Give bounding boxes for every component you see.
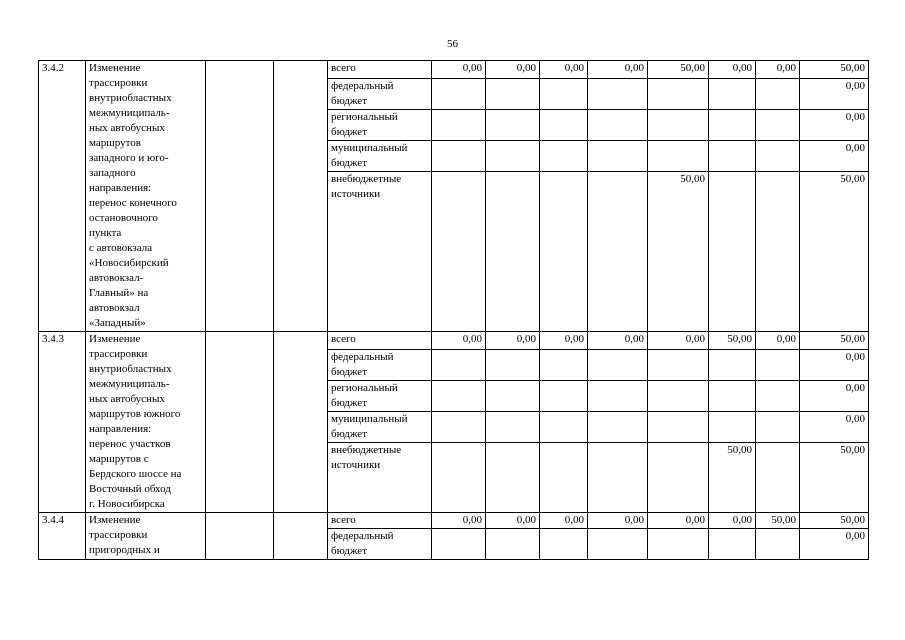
year-value xyxy=(486,141,540,172)
year-value xyxy=(709,141,756,172)
year-value xyxy=(709,381,756,412)
year-value: 0,00 xyxy=(486,332,540,350)
year-value xyxy=(486,172,540,332)
year-value xyxy=(648,79,709,110)
year-value xyxy=(432,412,486,443)
year-value: 50,00 xyxy=(709,443,756,513)
year-value xyxy=(540,141,588,172)
year-value xyxy=(432,110,486,141)
year-value xyxy=(588,110,648,141)
year-value xyxy=(709,79,756,110)
year-value xyxy=(432,381,486,412)
year-value xyxy=(648,350,709,381)
funding-source-label: региональный бюджет xyxy=(328,381,432,412)
year-value xyxy=(756,110,800,141)
total-value: 50,00 xyxy=(800,513,869,529)
year-value: 50,00 xyxy=(648,172,709,332)
total-value: 0,00 xyxy=(800,381,869,412)
year-value xyxy=(432,443,486,513)
year-value xyxy=(709,350,756,381)
total-value: 0,00 xyxy=(800,350,869,381)
year-value xyxy=(432,141,486,172)
year-value xyxy=(540,110,588,141)
year-value: 0,00 xyxy=(486,61,540,79)
item-col3 xyxy=(206,513,274,560)
year-value: 50,00 xyxy=(648,61,709,79)
year-value xyxy=(756,172,800,332)
item-description: Изменение трассировки пригородных и xyxy=(86,513,206,560)
year-value xyxy=(756,350,800,381)
year-value xyxy=(588,381,648,412)
year-value xyxy=(709,412,756,443)
year-value xyxy=(486,350,540,381)
year-value xyxy=(648,110,709,141)
year-value xyxy=(432,172,486,332)
year-value xyxy=(588,412,648,443)
year-value xyxy=(756,79,800,110)
year-value: 0,00 xyxy=(486,513,540,529)
item-code: 3.4.4 xyxy=(39,513,86,560)
year-value xyxy=(540,529,588,560)
year-value: 0,00 xyxy=(432,332,486,350)
year-value xyxy=(648,529,709,560)
item-code: 3.4.2 xyxy=(39,61,86,332)
year-value: 0,00 xyxy=(756,332,800,350)
table-row xyxy=(39,513,869,529)
total-value: 50,00 xyxy=(800,172,869,332)
year-value xyxy=(486,79,540,110)
budget-table xyxy=(38,60,869,560)
funding-source-label: всего xyxy=(328,513,432,529)
total-value: 50,00 xyxy=(800,443,869,513)
funding-source-label: федеральный бюджет xyxy=(328,529,432,560)
year-value xyxy=(709,529,756,560)
year-value xyxy=(756,381,800,412)
year-value xyxy=(648,443,709,513)
funding-source-label: внебюджетные источники xyxy=(328,172,432,332)
year-value: 0,00 xyxy=(756,61,800,79)
year-value xyxy=(432,350,486,381)
item-description: Изменение трассировки внутриобластных межмуниципаль- ных автобусных маршрутов западного и юго- западного направления: перенос конечного остановочного пункта с автовокзала «Новосибирский автовокзал- Главный» на автовокзал «Западный» xyxy=(86,61,206,332)
year-value xyxy=(540,350,588,381)
year-value xyxy=(756,443,800,513)
year-value xyxy=(432,529,486,560)
year-value: 0,00 xyxy=(709,61,756,79)
item-col3 xyxy=(206,61,274,332)
year-value: 0,00 xyxy=(648,513,709,529)
year-value xyxy=(540,381,588,412)
year-value: 0,00 xyxy=(709,513,756,529)
year-value xyxy=(756,141,800,172)
year-value xyxy=(588,172,648,332)
year-value xyxy=(486,412,540,443)
year-value xyxy=(486,529,540,560)
total-value: 50,00 xyxy=(800,332,869,350)
funding-source-label: федеральный бюджет xyxy=(328,79,432,110)
funding-source-label: муниципальный бюджет xyxy=(328,141,432,172)
year-value: 0,00 xyxy=(588,61,648,79)
funding-source-label: муниципальный бюджет xyxy=(328,412,432,443)
year-value xyxy=(588,443,648,513)
item-col4 xyxy=(274,61,328,332)
year-value xyxy=(648,412,709,443)
year-value: 0,00 xyxy=(432,61,486,79)
year-value xyxy=(588,350,648,381)
item-col3 xyxy=(206,332,274,513)
year-value: 0,00 xyxy=(432,513,486,529)
year-value xyxy=(588,79,648,110)
year-value xyxy=(648,381,709,412)
year-value xyxy=(709,172,756,332)
total-value: 0,00 xyxy=(800,412,869,443)
year-value: 0,00 xyxy=(588,332,648,350)
year-value xyxy=(588,529,648,560)
year-value xyxy=(709,110,756,141)
item-col4 xyxy=(274,513,328,560)
item-col4 xyxy=(274,332,328,513)
year-value: 0,00 xyxy=(540,513,588,529)
total-value: 0,00 xyxy=(800,529,869,560)
funding-source-label: всего xyxy=(328,61,432,79)
year-value xyxy=(540,172,588,332)
total-value: 0,00 xyxy=(800,141,869,172)
year-value xyxy=(540,412,588,443)
total-value: 0,00 xyxy=(800,79,869,110)
total-value: 0,00 xyxy=(800,110,869,141)
item-code: 3.4.3 xyxy=(39,332,86,513)
year-value: 0,00 xyxy=(648,332,709,350)
funding-source-label: региональный бюджет xyxy=(328,110,432,141)
year-value xyxy=(486,110,540,141)
page-number: 56 xyxy=(447,38,458,50)
table-row xyxy=(39,332,869,350)
total-value: 50,00 xyxy=(800,61,869,79)
year-value xyxy=(486,381,540,412)
year-value xyxy=(540,79,588,110)
funding-source-label: внебюджетные источники xyxy=(328,443,432,513)
year-value xyxy=(588,141,648,172)
year-value: 50,00 xyxy=(756,513,800,529)
year-value: 0,00 xyxy=(540,61,588,79)
item-description: Изменение трассировки внутриобластных межмуниципаль- ных автобусных маршрутов южного направления: перенос участков маршрутов с Бердского шоссе на Восточный обход г. Новосибирска xyxy=(86,332,206,513)
year-value: 0,00 xyxy=(588,513,648,529)
year-value xyxy=(432,79,486,110)
year-value xyxy=(486,443,540,513)
year-value: 50,00 xyxy=(709,332,756,350)
year-value xyxy=(756,529,800,560)
funding-source-label: федеральный бюджет xyxy=(328,350,432,381)
year-value xyxy=(756,412,800,443)
year-value: 0,00 xyxy=(540,332,588,350)
table-row xyxy=(39,61,869,79)
year-value xyxy=(540,443,588,513)
funding-source-label: всего xyxy=(328,332,432,350)
year-value xyxy=(648,141,709,172)
